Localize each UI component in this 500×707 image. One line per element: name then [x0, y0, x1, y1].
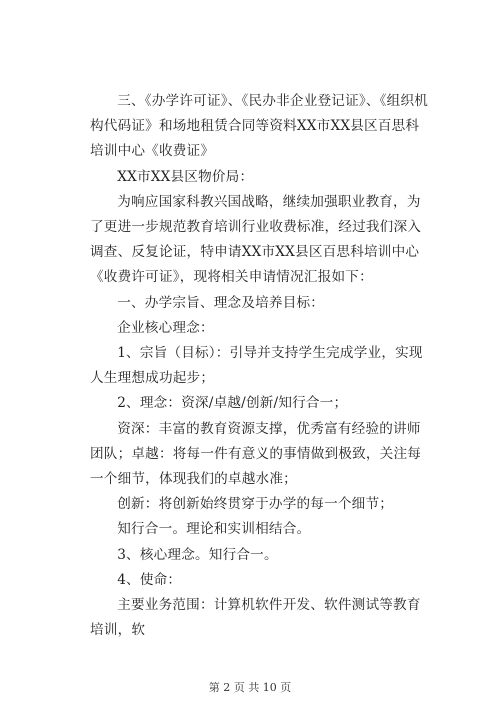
- paragraph-innovation: 创新：将创新始终贯穿于办学的每一个细节；: [117, 496, 394, 513]
- paragraph-unity: 知行合一。理论和实训相结合。: [117, 521, 311, 538]
- paragraph-mission: 4、使命：: [117, 571, 182, 588]
- paragraph-intro: 为响应国家科教兴国战略，继续加强职业教育，为了更进一步规范教育培训行业收费标准，经过我们深入调查、反复论证，特申请XX市XX县区百思科培训中心《收费许可证》，现将相关申请情况汇报如下：: [90, 193, 422, 286]
- paragraph-core-concept-title: 企业核心理念：: [117, 319, 214, 336]
- paragraph-purpose: 1、宗旨（目标）：引导并支持学生完成学业，实现人生理想成功起步；: [90, 345, 423, 387]
- paragraph-philosophy: 2、理念：资深/卓越/创新/知行合一；: [117, 395, 348, 412]
- paragraph-materials-list: 三、《办学许可证》、《民办非企业登记证》、《组织机构代码证》和场地租赁合同等资料XX市XX县区百思科培训中心《收费证》: [90, 93, 429, 160]
- page-number: 第 2 页 共 10 页: [208, 681, 292, 694]
- paragraph-senior-excellence: 资深：丰富的教育资源支撑，优秀富有经验的讲师团队；卓越：将每一件有意义的事情做到极致，关注每一个细节，体现我们的卓越水准；: [90, 420, 422, 488]
- paragraph-business-scope: 主要业务范围：计算机软件开发、软件测试等教育培训，软: [90, 597, 421, 639]
- page-footer: [0, 679, 500, 695]
- heading-section-one: 一、办学宗旨、理念及培养目标：: [117, 294, 325, 311]
- document-body: [90, 89, 430, 643]
- paragraph-core-concept: 3、核心理念。知行合一。: [117, 546, 278, 563]
- paragraph-addressee: XX市XX县区物价局：: [117, 168, 254, 185]
